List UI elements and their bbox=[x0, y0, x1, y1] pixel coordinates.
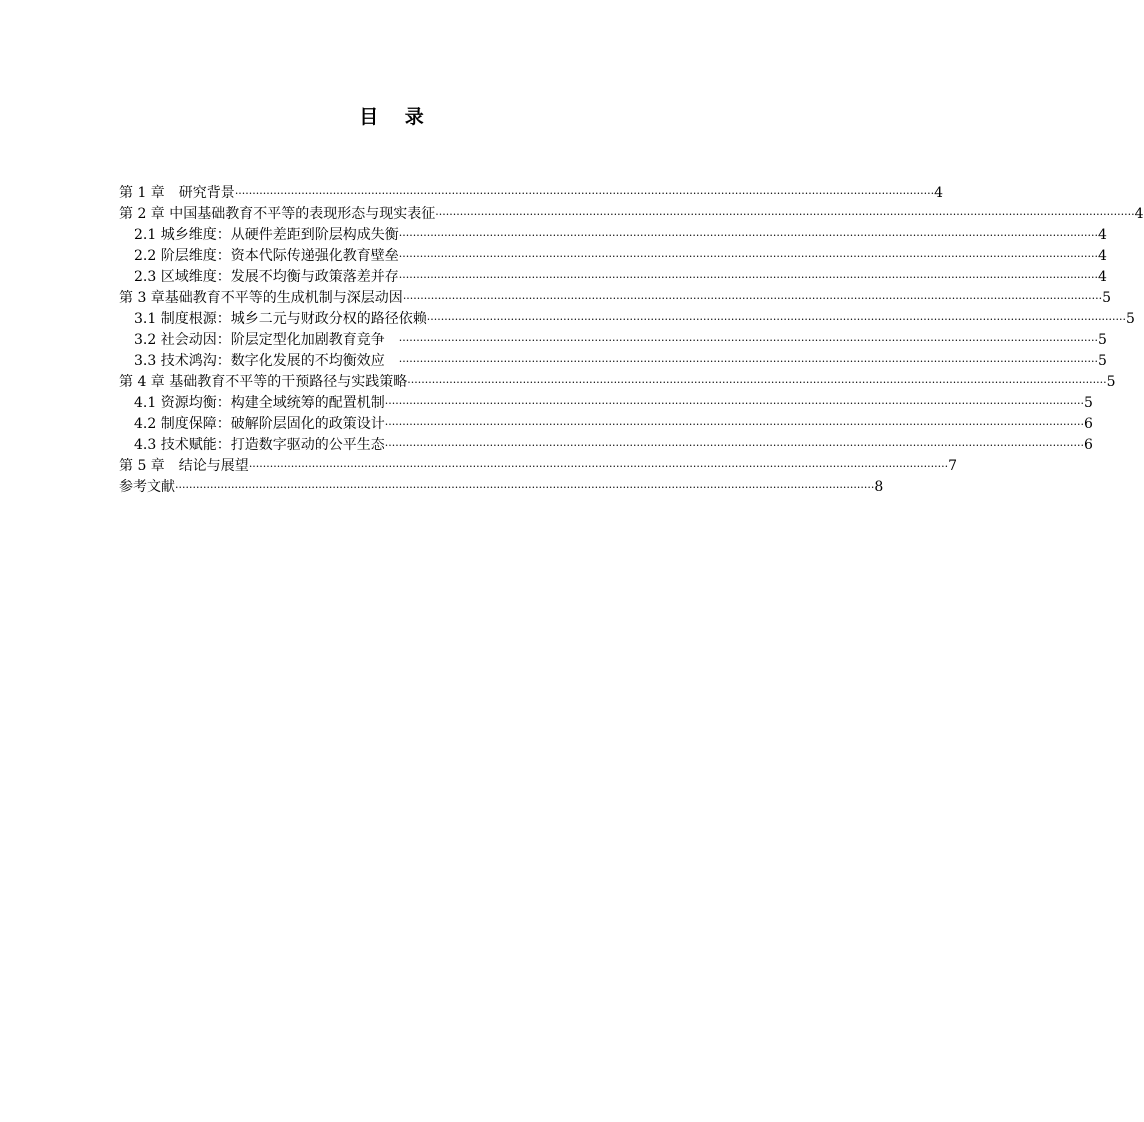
toc-entry-text: 4.3 技术赋能：打造数字驱动的公平生态 bbox=[134, 437, 385, 453]
toc-dot-leader: ········································································································································································································ bbox=[398, 229, 1099, 242]
toc-entry-ch4[interactable] bbox=[119, 372, 1116, 393]
toc-entry-text: 3.1 制度根源：城乡二元与财政分权的路径依赖 bbox=[134, 311, 427, 327]
page-title: 目 录 bbox=[359, 106, 434, 128]
toc-page-number: 4 bbox=[1134, 206, 1144, 222]
toc-entry-ch5[interactable] bbox=[119, 456, 958, 477]
toc-entry-references[interactable] bbox=[119, 477, 884, 498]
toc-page-number: 5 bbox=[1102, 290, 1112, 306]
toc-entry-text: 参考文献 bbox=[119, 479, 175, 495]
toc-page-number: 4 bbox=[1098, 227, 1107, 243]
toc-entry-ch3[interactable] bbox=[119, 288, 1112, 309]
toc-entry-text: 3.2 社会动因：阶层定型化加剧教育竞争 bbox=[134, 332, 399, 348]
toc-entry-2-1[interactable] bbox=[134, 225, 1107, 246]
toc-entry-text: 2.2 阶层维度：资本代际传递强化教育壁垒 bbox=[134, 248, 399, 264]
toc-page-number: 6 bbox=[1084, 416, 1093, 432]
toc-dot-leader: ········································································································································································································ bbox=[248, 460, 949, 473]
toc-entry-text: 第 3 章基础教育不平等的生成机制与深层动因 bbox=[119, 290, 403, 306]
toc-page-number: 4 bbox=[1098, 248, 1107, 264]
toc-entry-ch2[interactable] bbox=[119, 204, 1144, 225]
toc-entry-text: 2.3 区域维度：发展不均衡与政策落差并存 bbox=[134, 269, 399, 285]
toc-dot-leader: ········································································································································································································ bbox=[398, 271, 1099, 284]
toc-entry-ch1[interactable] bbox=[119, 183, 944, 204]
toc-entry-text: 第 1 章 研究背景 bbox=[119, 185, 235, 201]
toc-entry-3-3[interactable] bbox=[134, 351, 1107, 372]
toc-page-number: 5 bbox=[1098, 353, 1107, 369]
toc-entry-3-2[interactable] bbox=[134, 330, 1107, 351]
toc-page-number: 6 bbox=[1084, 437, 1093, 453]
toc-entry-text: 第 5 章 结论与展望 bbox=[119, 458, 249, 474]
toc-dot-leader: ········································································································································································································ bbox=[398, 250, 1099, 263]
toc-entry-2-2[interactable] bbox=[134, 246, 1107, 267]
toc-dot-leader: ········································································································································································································ bbox=[402, 292, 1103, 305]
toc-dot-leader: ········································································································································································································ bbox=[175, 481, 875, 494]
toc-page-number: 4 bbox=[1098, 269, 1107, 285]
toc-dot-leader: ········································································································································································································ bbox=[398, 334, 1099, 347]
toc-dot-leader: ········································································································································································································ bbox=[384, 418, 1085, 431]
toc-entry-3-1[interactable] bbox=[134, 309, 1135, 330]
toc-dot-leader: ········································································································································································································ bbox=[435, 208, 1135, 221]
toc-entry-text: 第 4 章 基础教育不平等的干预路径与实践策略 bbox=[119, 374, 408, 390]
toc-dot-leader: ········································································································································································································ bbox=[407, 376, 1107, 389]
toc-dot-leader: ········································································································································································································ bbox=[384, 439, 1085, 452]
toc-page-number: 8 bbox=[874, 479, 884, 495]
toc-entry-text: 第 2 章 中国基础教育不平等的表现形态与现实表征 bbox=[119, 206, 436, 222]
toc-entry-2-3[interactable] bbox=[134, 267, 1107, 288]
toc-page-number: 5 bbox=[1126, 311, 1135, 327]
toc-entry-4-3[interactable] bbox=[134, 435, 1093, 456]
toc-dot-leader: ········································································································································································································ bbox=[398, 355, 1099, 368]
toc-entry-text: 4.1 资源均衡：构建全域统筹的配置机制 bbox=[134, 395, 385, 411]
toc-page-number: 5 bbox=[1106, 374, 1116, 390]
toc-page-number: 5 bbox=[1098, 332, 1107, 348]
toc-entry-4-2[interactable] bbox=[134, 414, 1093, 435]
toc-page-number: 4 bbox=[934, 185, 944, 201]
toc-page-number: 7 bbox=[948, 458, 958, 474]
toc-page-number: 5 bbox=[1084, 395, 1093, 411]
toc-dot-leader: ········································································································································································································ bbox=[384, 397, 1085, 410]
toc-entry-text: 3.3 技术鸿沟：数字化发展的不均衡效应 bbox=[134, 353, 399, 369]
toc-dot-leader: ········································································································································································································ bbox=[234, 187, 935, 200]
toc-entry-text: 4.2 制度保障：破解阶层固化的政策设计 bbox=[134, 416, 385, 432]
toc-entry-4-1[interactable] bbox=[134, 393, 1093, 414]
toc-entry-text: 2.1 城乡维度：从硬件差距到阶层构成失衡 bbox=[134, 227, 399, 243]
toc-dot-leader: ········································································································································································································ bbox=[426, 313, 1127, 326]
